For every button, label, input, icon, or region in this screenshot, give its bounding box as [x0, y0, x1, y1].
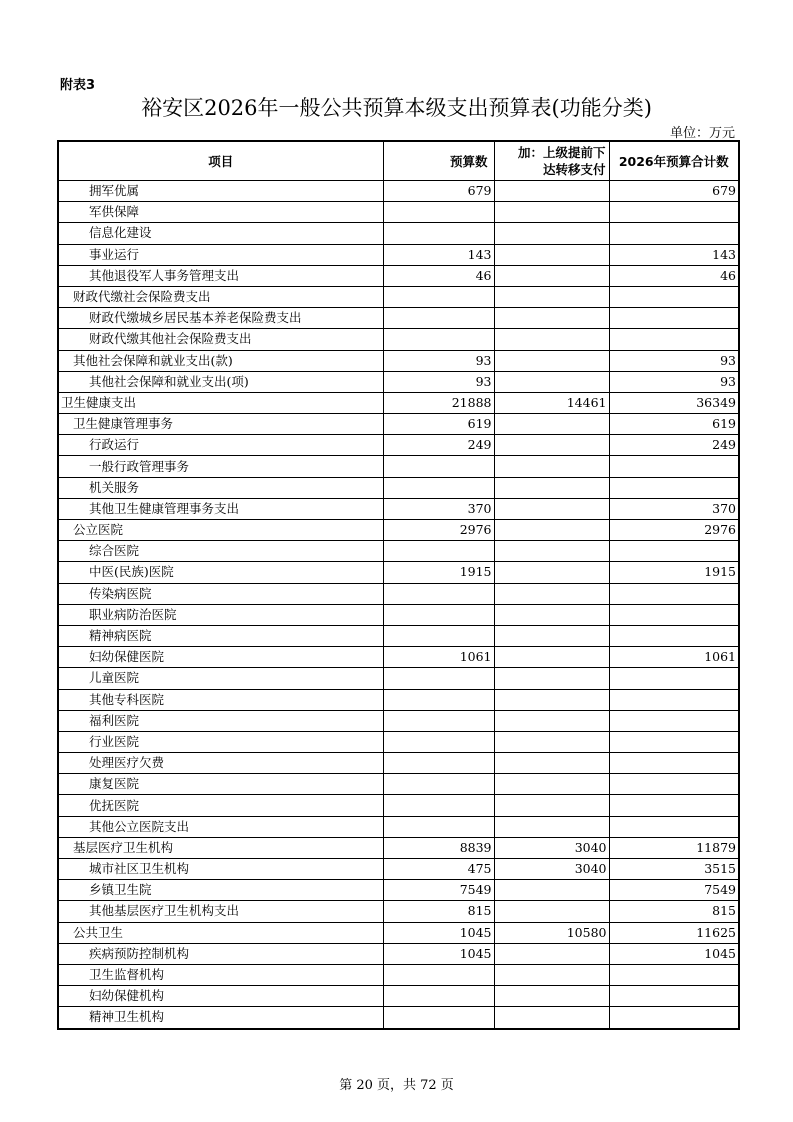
row-total-value [609, 774, 739, 795]
table-row [58, 562, 739, 583]
table-row [58, 795, 739, 816]
table-row [58, 710, 739, 731]
row-item-name: 妇幼保健医院 [58, 647, 383, 668]
row-transfer-value [494, 181, 609, 202]
row-transfer-value [494, 880, 609, 901]
row-total-value: 679 [609, 181, 739, 202]
row-total-value: 1061 [609, 647, 739, 668]
row-budget-value [383, 329, 494, 350]
row-transfer-value [494, 371, 609, 392]
row-item-name: 城市社区卫生机构 [58, 859, 383, 880]
row-transfer-value [494, 414, 609, 435]
row-item-name: 疾病预防控制机构 [58, 943, 383, 964]
row-budget-value [383, 583, 494, 604]
row-transfer-value [494, 541, 609, 562]
table-row [58, 435, 739, 456]
row-item-name: 财政代缴社会保险费支出 [58, 286, 383, 307]
row-transfer-value [494, 456, 609, 477]
row-total-value [609, 753, 739, 774]
row-item-name: 公共卫生 [58, 922, 383, 943]
column-header-budget: 预算数 [383, 141, 494, 181]
row-item-name: 其他退役军人事务管理支出 [58, 265, 383, 286]
row-item-name: 财政代缴其他社会保险费支出 [58, 329, 383, 350]
row-total-value [609, 816, 739, 837]
row-transfer-value [494, 731, 609, 752]
row-budget-value [383, 604, 494, 625]
row-item-name: 康复医院 [58, 774, 383, 795]
row-transfer-value [494, 986, 609, 1007]
table-row [58, 774, 739, 795]
table-row [58, 520, 739, 541]
row-total-value: 93 [609, 371, 739, 392]
row-total-value [609, 1007, 739, 1029]
table-header-row [58, 141, 739, 181]
table-row [58, 922, 739, 943]
row-budget-value [383, 541, 494, 562]
row-total-value [609, 689, 739, 710]
row-budget-value [383, 710, 494, 731]
table-row [58, 223, 739, 244]
row-budget-value: 1045 [383, 922, 494, 943]
table-row [58, 244, 739, 265]
row-total-value: 815 [609, 901, 739, 922]
row-transfer-value [494, 350, 609, 371]
row-total-value [609, 583, 739, 604]
row-item-name: 综合医院 [58, 541, 383, 562]
row-item-name: 卫生健康管理事务 [58, 414, 383, 435]
table-row [58, 456, 739, 477]
column-header-total: 2026年预算合计数 [609, 141, 739, 181]
row-transfer-value [494, 562, 609, 583]
row-budget-value: 815 [383, 901, 494, 922]
row-item-name: 卫生健康支出 [58, 392, 383, 413]
table-row [58, 647, 739, 668]
table-row [58, 816, 739, 837]
table-row [58, 265, 739, 286]
table-row [58, 350, 739, 371]
table-body [58, 181, 739, 1029]
table-row [58, 371, 739, 392]
table-row [58, 859, 739, 880]
row-budget-value [383, 625, 494, 646]
row-budget-value: 1061 [383, 647, 494, 668]
row-total-value: 249 [609, 435, 739, 456]
row-item-name: 其他卫生健康管理事务支出 [58, 498, 383, 519]
table-row [58, 837, 739, 858]
row-transfer-value [494, 202, 609, 223]
row-total-value: 143 [609, 244, 739, 265]
table-row [58, 308, 739, 329]
row-item-name: 公立医院 [58, 520, 383, 541]
row-total-value: 11879 [609, 837, 739, 858]
row-budget-value: 93 [383, 371, 494, 392]
row-transfer-value [494, 795, 609, 816]
table-row [58, 943, 739, 964]
row-budget-value [383, 202, 494, 223]
row-total-value: 619 [609, 414, 739, 435]
row-total-value: 46 [609, 265, 739, 286]
row-budget-value [383, 731, 494, 752]
row-item-name: 行业医院 [58, 731, 383, 752]
table-row [58, 901, 739, 922]
column-header-transfer [494, 141, 609, 181]
row-budget-value [383, 668, 494, 689]
row-item-name: 基层医疗卫生机构 [58, 837, 383, 858]
row-transfer-value [494, 901, 609, 922]
row-transfer-value [494, 223, 609, 244]
row-transfer-value [494, 583, 609, 604]
row-total-value: 1915 [609, 562, 739, 583]
row-transfer-value: 3040 [494, 859, 609, 880]
row-item-name: 中医(民族)医院 [58, 562, 383, 583]
row-total-value: 1045 [609, 943, 739, 964]
column-header-transfer-line1: 加：上级提前下 [517, 145, 606, 160]
row-transfer-value [494, 477, 609, 498]
row-budget-value: 619 [383, 414, 494, 435]
row-total-value: 2976 [609, 520, 739, 541]
row-item-name: 军供保障 [58, 202, 383, 223]
row-budget-value: 21888 [383, 392, 494, 413]
page-footer: 第 20 页，共 72 页 [339, 1078, 454, 1093]
row-budget-value [383, 964, 494, 985]
row-total-value [609, 710, 739, 731]
row-item-name: 拥军优属 [58, 181, 383, 202]
table-row [58, 202, 739, 223]
table-row [58, 604, 739, 625]
row-budget-value [383, 816, 494, 837]
row-item-name: 福利医院 [58, 710, 383, 731]
table-row [58, 986, 739, 1007]
row-total-value [609, 541, 739, 562]
row-item-name: 其他社会保障和就业支出(款) [58, 350, 383, 371]
row-total-value [609, 477, 739, 498]
row-budget-value: 1045 [383, 943, 494, 964]
row-transfer-value: 10580 [494, 922, 609, 943]
table-row [58, 731, 739, 752]
row-total-value [609, 986, 739, 1007]
row-total-value [609, 202, 739, 223]
row-transfer-value [494, 964, 609, 985]
row-total-value: 370 [609, 498, 739, 519]
row-total-value: 36349 [609, 392, 739, 413]
row-total-value [609, 223, 739, 244]
table-row [58, 668, 739, 689]
row-budget-value: 679 [383, 181, 494, 202]
table-row [58, 329, 739, 350]
row-total-value [609, 625, 739, 646]
row-transfer-value [494, 435, 609, 456]
row-budget-value: 143 [383, 244, 494, 265]
row-budget-value: 475 [383, 859, 494, 880]
row-budget-value [383, 795, 494, 816]
row-total-value [609, 604, 739, 625]
table-row [58, 181, 739, 202]
row-transfer-value [494, 753, 609, 774]
budget-table [57, 140, 740, 1030]
row-transfer-value [494, 774, 609, 795]
row-transfer-value [494, 329, 609, 350]
row-budget-value: 93 [383, 350, 494, 371]
table-row [58, 498, 739, 519]
column-header-transfer-line2: 达转移支付 [542, 162, 606, 177]
row-transfer-value: 3040 [494, 837, 609, 858]
row-item-name: 卫生监督机构 [58, 964, 383, 985]
row-item-name: 精神病医院 [58, 625, 383, 646]
row-total-value [609, 731, 739, 752]
page-title: 裕安区2026年一般公共预算本级支出预算表(功能分类) [141, 96, 652, 120]
row-item-name: 其他专科医院 [58, 689, 383, 710]
row-budget-value [383, 223, 494, 244]
appendix-label: 附表3 [60, 78, 96, 93]
row-item-name: 乡镇卫生院 [58, 880, 383, 901]
row-transfer-value [494, 710, 609, 731]
row-transfer-value [494, 943, 609, 964]
row-budget-value [383, 753, 494, 774]
row-item-name: 精神卫生机构 [58, 1007, 383, 1029]
row-budget-value [383, 689, 494, 710]
row-transfer-value [494, 689, 609, 710]
row-budget-value: 46 [383, 265, 494, 286]
table-row [58, 689, 739, 710]
row-total-value [609, 456, 739, 477]
row-transfer-value [494, 308, 609, 329]
row-item-name: 儿童医院 [58, 668, 383, 689]
row-transfer-value [494, 625, 609, 646]
unit-label: 单位：万元 [669, 126, 735, 141]
row-item-name: 行政运行 [58, 435, 383, 456]
table-row [58, 625, 739, 646]
table-row [58, 477, 739, 498]
row-total-value [609, 795, 739, 816]
row-budget-value: 8839 [383, 837, 494, 858]
row-transfer-value [494, 647, 609, 668]
row-item-name: 处理医疗欠费 [58, 753, 383, 774]
row-total-value [609, 329, 739, 350]
row-total-value [609, 964, 739, 985]
row-budget-value [383, 456, 494, 477]
table-row [58, 414, 739, 435]
row-budget-value [383, 774, 494, 795]
row-transfer-value [494, 286, 609, 307]
row-budget-value [383, 1007, 494, 1029]
row-transfer-value [494, 1007, 609, 1029]
table-row [58, 392, 739, 413]
row-budget-value [383, 986, 494, 1007]
row-budget-value [383, 477, 494, 498]
row-item-name: 机关服务 [58, 477, 383, 498]
row-item-name: 传染病医院 [58, 583, 383, 604]
row-total-value [609, 286, 739, 307]
row-item-name: 职业病防治医院 [58, 604, 383, 625]
table-row [58, 753, 739, 774]
row-transfer-value [494, 668, 609, 689]
row-item-name: 事业运行 [58, 244, 383, 265]
row-transfer-value [494, 604, 609, 625]
row-transfer-value [494, 498, 609, 519]
row-total-value: 3515 [609, 859, 739, 880]
row-item-name: 优抚医院 [58, 795, 383, 816]
row-budget-value: 370 [383, 498, 494, 519]
row-total-value [609, 668, 739, 689]
table-row [58, 880, 739, 901]
row-transfer-value [494, 520, 609, 541]
row-item-name: 信息化建设 [58, 223, 383, 244]
row-transfer-value [494, 265, 609, 286]
table-row [58, 1007, 739, 1029]
row-budget-value [383, 308, 494, 329]
row-item-name: 一般行政管理事务 [58, 456, 383, 477]
row-total-value: 11625 [609, 922, 739, 943]
row-transfer-value [494, 816, 609, 837]
row-total-value: 7549 [609, 880, 739, 901]
row-total-value: 93 [609, 350, 739, 371]
table-row [58, 583, 739, 604]
row-budget-value: 2976 [383, 520, 494, 541]
row-total-value [609, 308, 739, 329]
row-item-name: 其他公立医院支出 [58, 816, 383, 837]
row-transfer-value: 14461 [494, 392, 609, 413]
row-transfer-value [494, 244, 609, 265]
column-header-item: 项目 [58, 141, 383, 181]
table-row [58, 541, 739, 562]
row-budget-value: 249 [383, 435, 494, 456]
row-item-name: 财政代缴城乡居民基本养老保险费支出 [58, 308, 383, 329]
row-item-name: 妇幼保健机构 [58, 986, 383, 1007]
table-row [58, 964, 739, 985]
row-budget-value: 7549 [383, 880, 494, 901]
row-item-name: 其他基层医疗卫生机构支出 [58, 901, 383, 922]
row-budget-value [383, 286, 494, 307]
table-row [58, 286, 739, 307]
row-item-name: 其他社会保障和就业支出(项) [58, 371, 383, 392]
row-budget-value: 1915 [383, 562, 494, 583]
